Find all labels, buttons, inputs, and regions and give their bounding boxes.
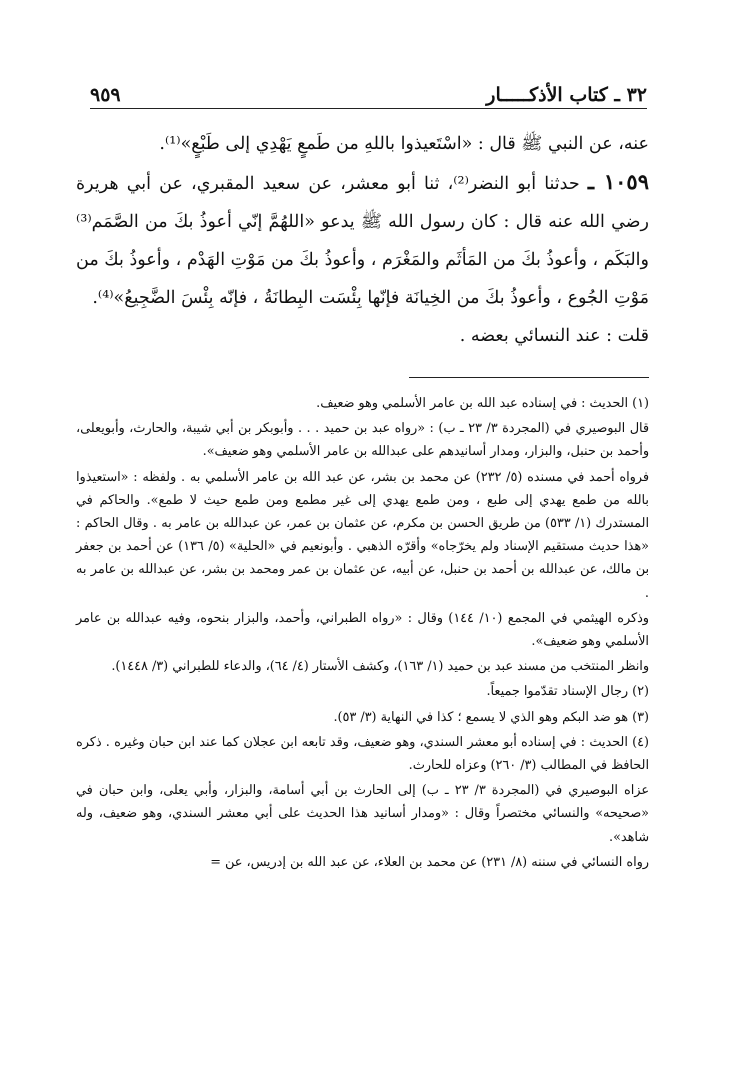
footnote-divider (409, 377, 649, 378)
opening-line: عنه، عن النبي ﷺ قال : «اسْتَعيذوا باللهِ من طَمعٍ يَهْدِي إلى طَبْعٍ»⁽¹⁾. (159, 134, 649, 154)
footnotes (76, 392, 649, 876)
main-text (76, 125, 649, 355)
author-note: قلت : عند النسائي بعضه . (459, 326, 649, 346)
footnote-1-ahmad: فرواه أحمد في مسنده (٥/ ٢٣٢) عن محمد بن بشر، عن عبد الله بن عامر الأسلمي به . ولفظه : «استعيذوا بالله من طمع يهدي إلى طبع ، ومن طمع يهدي إلى غير مطمع ومن طمع حيث لا طمع». والحاكم في المستدرك (١/ ٥٣٣) من طريق الحسن بن مكرم، عن عثمان بن عمر، عن عبدالله بن عامر به . وقال الحاكم : «هذا حديث مستقيم الإسناد ولم يخرّجاه» وأقرّه الذهبي . وأبونعيم في «الحلية» (٥/ ١٣٦) عن أحمد بن جعفر بن مالك، عن عبدالله بن أحمد بن حنبل، عن أبيه، عن عثمان بن عمر ومحمد بن بشر، عن عبدالله بن عامر به . (76, 469, 649, 601)
page-number: ٩٥٩ (90, 84, 121, 106)
footnote-1: (١) الحديث : في إسناده عبد الله بن عامر الأسلمي وهو ضعيف. (316, 396, 649, 411)
hadith-paragraph (76, 163, 649, 317)
footnote-4: (٤) الحديث : في إسناده أبو معشر السندي، وهو ضعيف، وقد تابعه ابن عجلان كما عند ابن حبان وغيره . ذكره الحافظ في المطالب (٣/ ٢٦٠) وعزاه للحارث. (76, 734, 649, 774)
hadith-text: حدثنا أبو النضر⁽²⁾، ثنا أبو معشر، عن سعيد المقبري، عن أبي هريرة رضي الله عنه قال : كان رسول الله ﷺ يدعو «اللهُمَّ إنّي أعوذُ بكَ من الصَّمَم⁽³⁾ والبَكَم ، وأعوذُ بكَ من المَأثَم والمَغْرَم ، وأعوذُ بكَ من مَوْتِ الهَدْم ، وأعوذُ بكَ من مَوْتِ الجُوع ، وأعوذُ بكَ من الخِيانَة فإنّها بِئْسَت البِطانَةُ ، فإنّه بِئْسَ الضَّجِيعُ»⁽⁴⁾. (76, 174, 649, 308)
footnote-4-busiri: عزاه البوصيري في (المجردة ٣/ ٢٣ ـ ب) إلى الحارث بن أبي أسامة، والبزار، وأبي يعلى، وابن حبان في «صحيحه» والنسائي مختصراً وقال : «ومدار أسانيد هذا الحديث على أبي معشر السندي، وهو ضعيف، وله شاهد». (76, 783, 649, 845)
hadith-number: ١٠٥٩ ـ (587, 169, 649, 194)
footnote-1-busiri: قال البوصيري في (المجردة ٣/ ٢٣ ـ ب) : «رواه عبد بن حميد . . . وأبوبكر بن أبي شيبة، والحارث، وأبويعلى، وأحمد بن حنبل، والبزار، ومدار أسانيدهم على عبدالله بن عامر الأسلمي وهو ضعيف». (76, 421, 650, 460)
footnote-3: (٣) هو ضد البكم وهو الذي لا يسمع ؛ كذا في النهاية (٣/ ٥٣). (333, 709, 649, 725)
footnote-2: (٢) رجال الإسناد تقدّموا جميعاً. (486, 684, 649, 700)
footnote-4-nasai: رواه النسائي في سننه (٨/ ٢٣١) عن محمد بن العلاء، عن عبد الله بن إدريس، عن = (210, 854, 649, 870)
footnote-1-refs: وانظر المنتخب من مسند عبد بن حميد (١/ ١٦٣)، وكشف الأستار (٤/ ٦٤)، والدعاء للطبراني (٣/ ١٤٤٨). (111, 659, 649, 675)
page-header (90, 74, 647, 109)
running-title: ٣٢ ـ كتاب الأذكـــــار (486, 84, 647, 106)
footnote-1-haythami: وذكره الهيثمي في المجمع (١٠/ ١٤٤) وقال : «رواه الطبراني، وأحمد، والبزار بنحوه، وفيه عبدالله بن عامر الأسلمي وهو ضعيف». (76, 610, 649, 650)
